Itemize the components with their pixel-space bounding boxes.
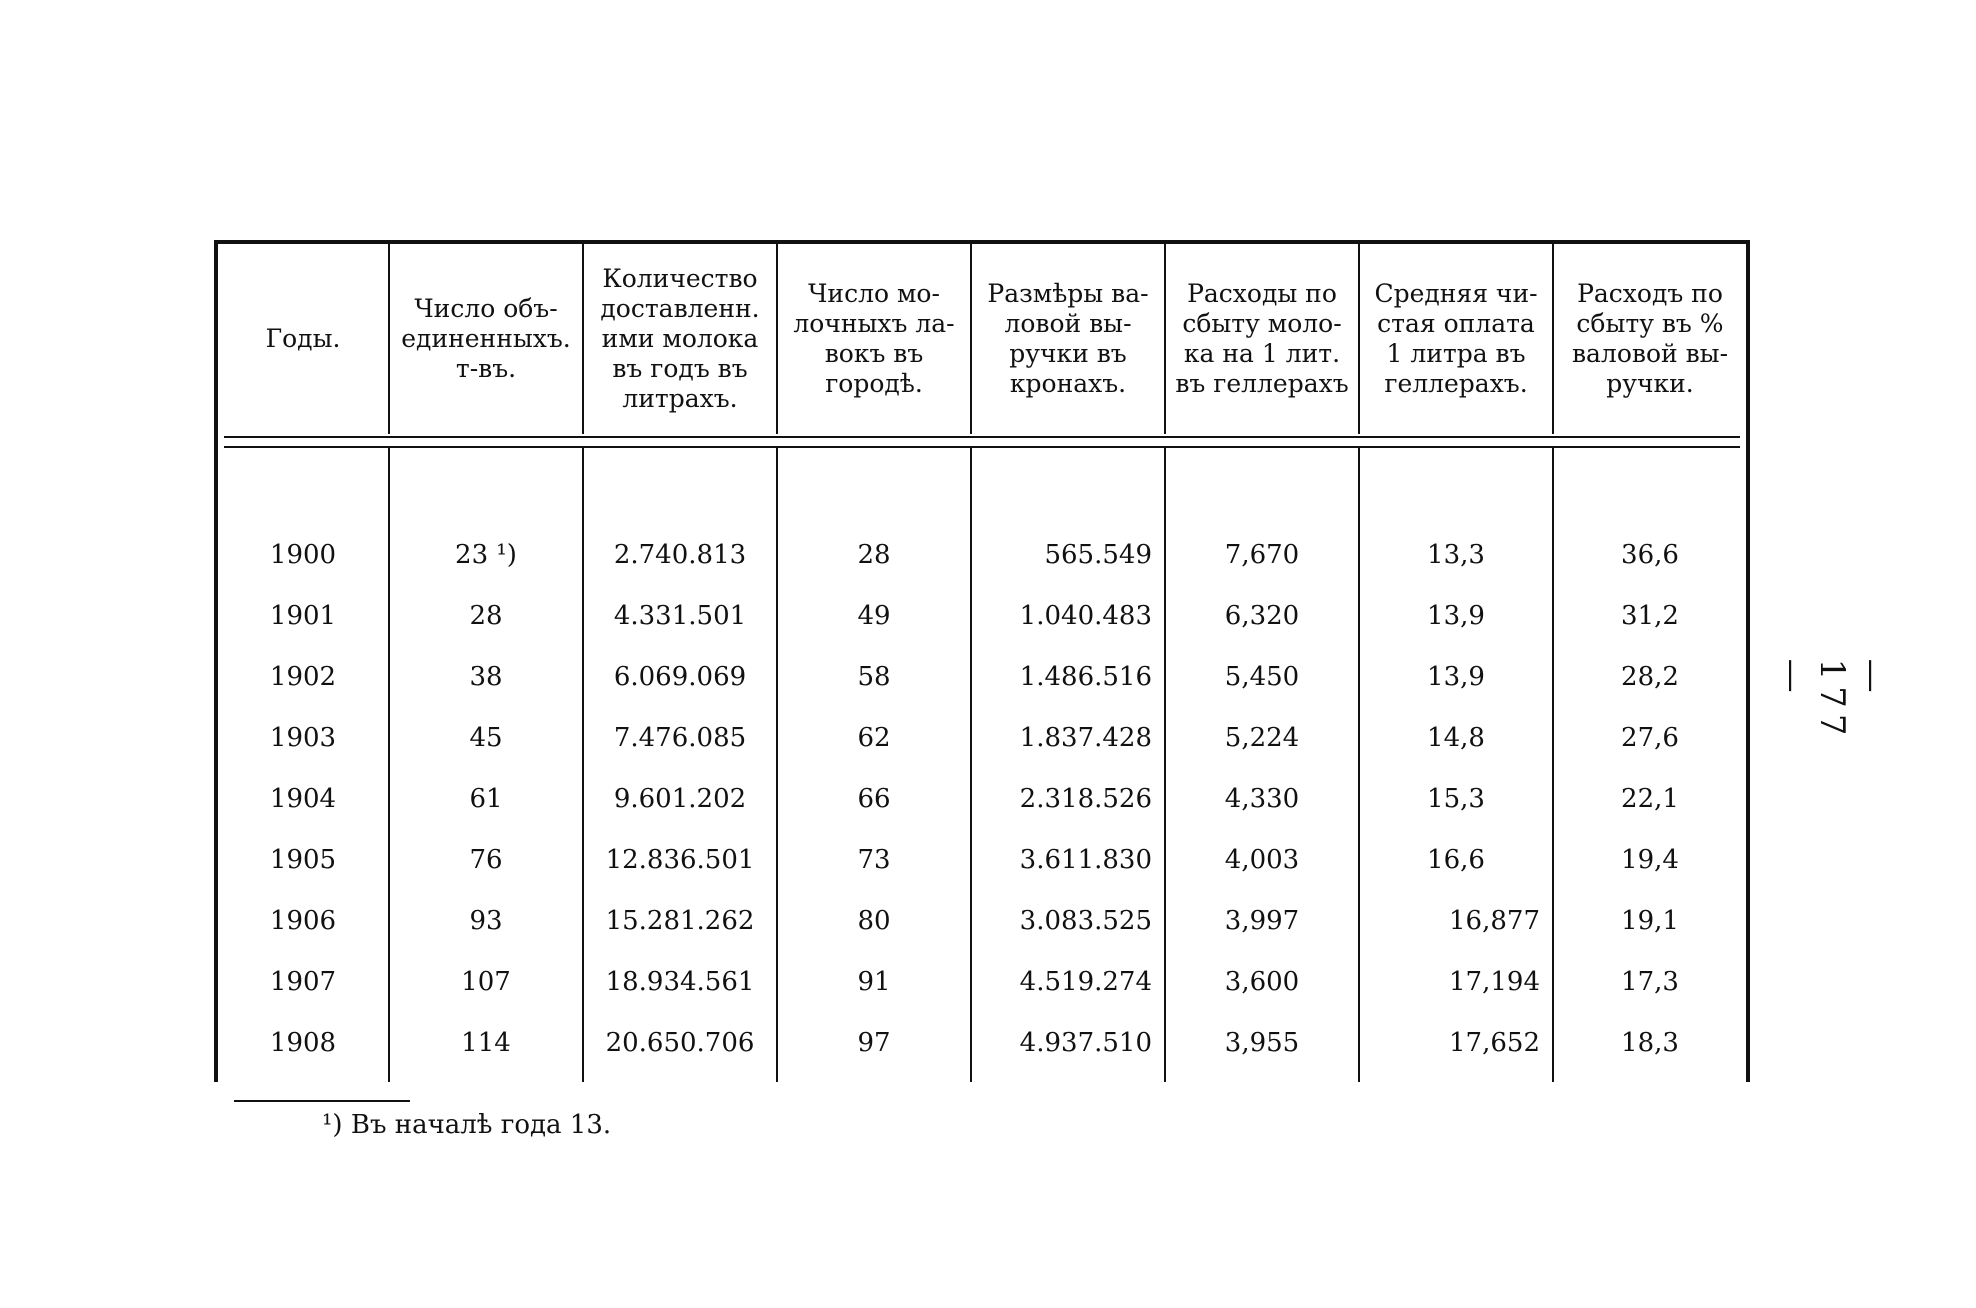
table-cell: 19,1 [1621, 905, 1679, 936]
col-net-pay [1360, 446, 1554, 1082]
header-sales-cost: Расходы по сбыту моло- ка на 1 лит. въ геллерахъ [1166, 244, 1360, 434]
table-cell: 1904 [269, 783, 337, 814]
table-cell: 45 [469, 722, 503, 753]
table-cell: 12.836.501 [605, 844, 755, 875]
table-cell: 17,652 [1449, 1027, 1540, 1058]
table-cell: 1.486.516 [1019, 661, 1152, 692]
table-cell: 36,6 [1621, 539, 1679, 570]
table-cell: 31,2 [1621, 600, 1679, 631]
table-cell: 18.934.561 [605, 966, 755, 997]
table-cell: 7.476.085 [613, 722, 747, 753]
table-cell: 3,997 [1224, 905, 1300, 936]
table-cell: 28 [857, 539, 891, 570]
footnote: ¹) Въ началѣ года 13. [322, 1110, 612, 1140]
table-cell: 80 [857, 905, 891, 936]
table-cell: 13,9 [1427, 600, 1485, 631]
table-cell: 97 [857, 1027, 891, 1058]
table-cell: 61 [469, 783, 503, 814]
table-cell: 73 [857, 844, 891, 875]
table-cell: 114 [461, 1027, 511, 1058]
table-cell: 5,224 [1224, 722, 1300, 753]
table-cell: 14,8 [1427, 722, 1485, 753]
header-cost-percent: Расходъ по сбыту въ % валовой вы- ручки. [1571, 279, 1729, 398]
table-cell: 4.519.274 [1019, 966, 1152, 997]
table-cell: 91 [857, 966, 891, 997]
table-cell: 7,670 [1224, 539, 1300, 570]
table-cell: 66 [857, 783, 891, 814]
table-cell: 19,4 [1621, 844, 1679, 875]
table-cell: 49 [857, 600, 891, 631]
col-milk-liters [584, 446, 778, 1082]
table-cell: 6.069.069 [613, 661, 747, 692]
table-cell: 1900 [269, 539, 337, 570]
header-years: Годы. [218, 244, 390, 434]
table-body [218, 446, 1746, 1082]
table-cell: 6,320 [1224, 600, 1300, 631]
table-cell: 16,877 [1449, 905, 1540, 936]
col-cost-percent [1554, 446, 1746, 1082]
table-cell: 1906 [269, 905, 337, 936]
table-cell: 13,9 [1427, 661, 1485, 692]
table-cell: 3.083.525 [1019, 905, 1152, 936]
header-milk-liters: Количество доставленн. ими молока въ годъ въ литрахъ. [584, 244, 778, 434]
table-cell: 5,450 [1224, 661, 1300, 692]
header-shops: Число мо- лочныхъ ла- вокъ въ городѣ. [778, 244, 972, 434]
table-cell: 76 [469, 844, 503, 875]
table-cell: 1905 [269, 844, 337, 875]
table-cell: 4,003 [1224, 844, 1300, 875]
table-cell: 38 [469, 661, 503, 692]
table-cell: 4.937.510 [1019, 1027, 1152, 1058]
table-cell: 58 [857, 661, 891, 692]
table-cell: 28,2 [1621, 661, 1679, 692]
table-cell: 1.837.428 [1019, 722, 1152, 753]
table-cell: 1907 [269, 966, 337, 997]
col-sales-cost [1166, 446, 1360, 1082]
table-cell: 28 [469, 600, 503, 631]
table-cell: 15.281.262 [605, 905, 755, 936]
table-cell: 62 [857, 722, 891, 753]
table-cell: 22,1 [1621, 783, 1679, 814]
table-cell: 93 [469, 905, 503, 936]
table-cell: 4,330 [1224, 783, 1300, 814]
table-cell: 1903 [269, 722, 337, 753]
table-cell: 1.040.483 [1019, 600, 1152, 631]
table-cell: 13,3 [1427, 539, 1485, 570]
table-cell: 1902 [269, 661, 337, 692]
table-cell: 27,6 [1621, 722, 1679, 753]
table-cell: 2.740.813 [613, 539, 747, 570]
col-gross-revenue [972, 446, 1166, 1082]
page-number: — 177 — [1772, 658, 1892, 742]
table-cell: 16,6 [1427, 844, 1485, 875]
table-cell: 18,3 [1621, 1027, 1679, 1058]
table-cell: 23 ¹) [455, 539, 517, 570]
header-net-pay: Средняя чи- стая оплата 1 литра въ геллерахъ. [1360, 244, 1554, 434]
table-header [218, 244, 1746, 434]
col-shops [778, 446, 972, 1082]
table-cell: 565.549 [1044, 539, 1152, 570]
col-years [218, 446, 390, 1082]
table-cell: 17,3 [1621, 966, 1679, 997]
table-cell: 1908 [269, 1027, 337, 1058]
table-cell: 107 [461, 966, 511, 997]
table-cell: 9.601.202 [613, 783, 747, 814]
table-cell: 3,600 [1224, 966, 1300, 997]
table-cell: 17,194 [1449, 966, 1540, 997]
col-societies [390, 446, 584, 1082]
statistics-table [214, 240, 1750, 1082]
table-cell: 1901 [269, 600, 337, 631]
table-cell: 3.611.830 [1019, 844, 1152, 875]
table-cell: 20.650.706 [605, 1027, 755, 1058]
footnote-rule [234, 1100, 410, 1102]
table-cell: 3,955 [1224, 1027, 1300, 1058]
table-cell: 2.318.526 [1019, 783, 1152, 814]
header-gross-revenue: Размѣры ва- ловой вы- ручки въ кронахъ. [972, 244, 1166, 434]
table-cell: 4.331.501 [613, 600, 747, 631]
header-societies: Число объ- единенныхъ. т-въ. [390, 244, 584, 434]
table-cell: 15,3 [1427, 783, 1485, 814]
